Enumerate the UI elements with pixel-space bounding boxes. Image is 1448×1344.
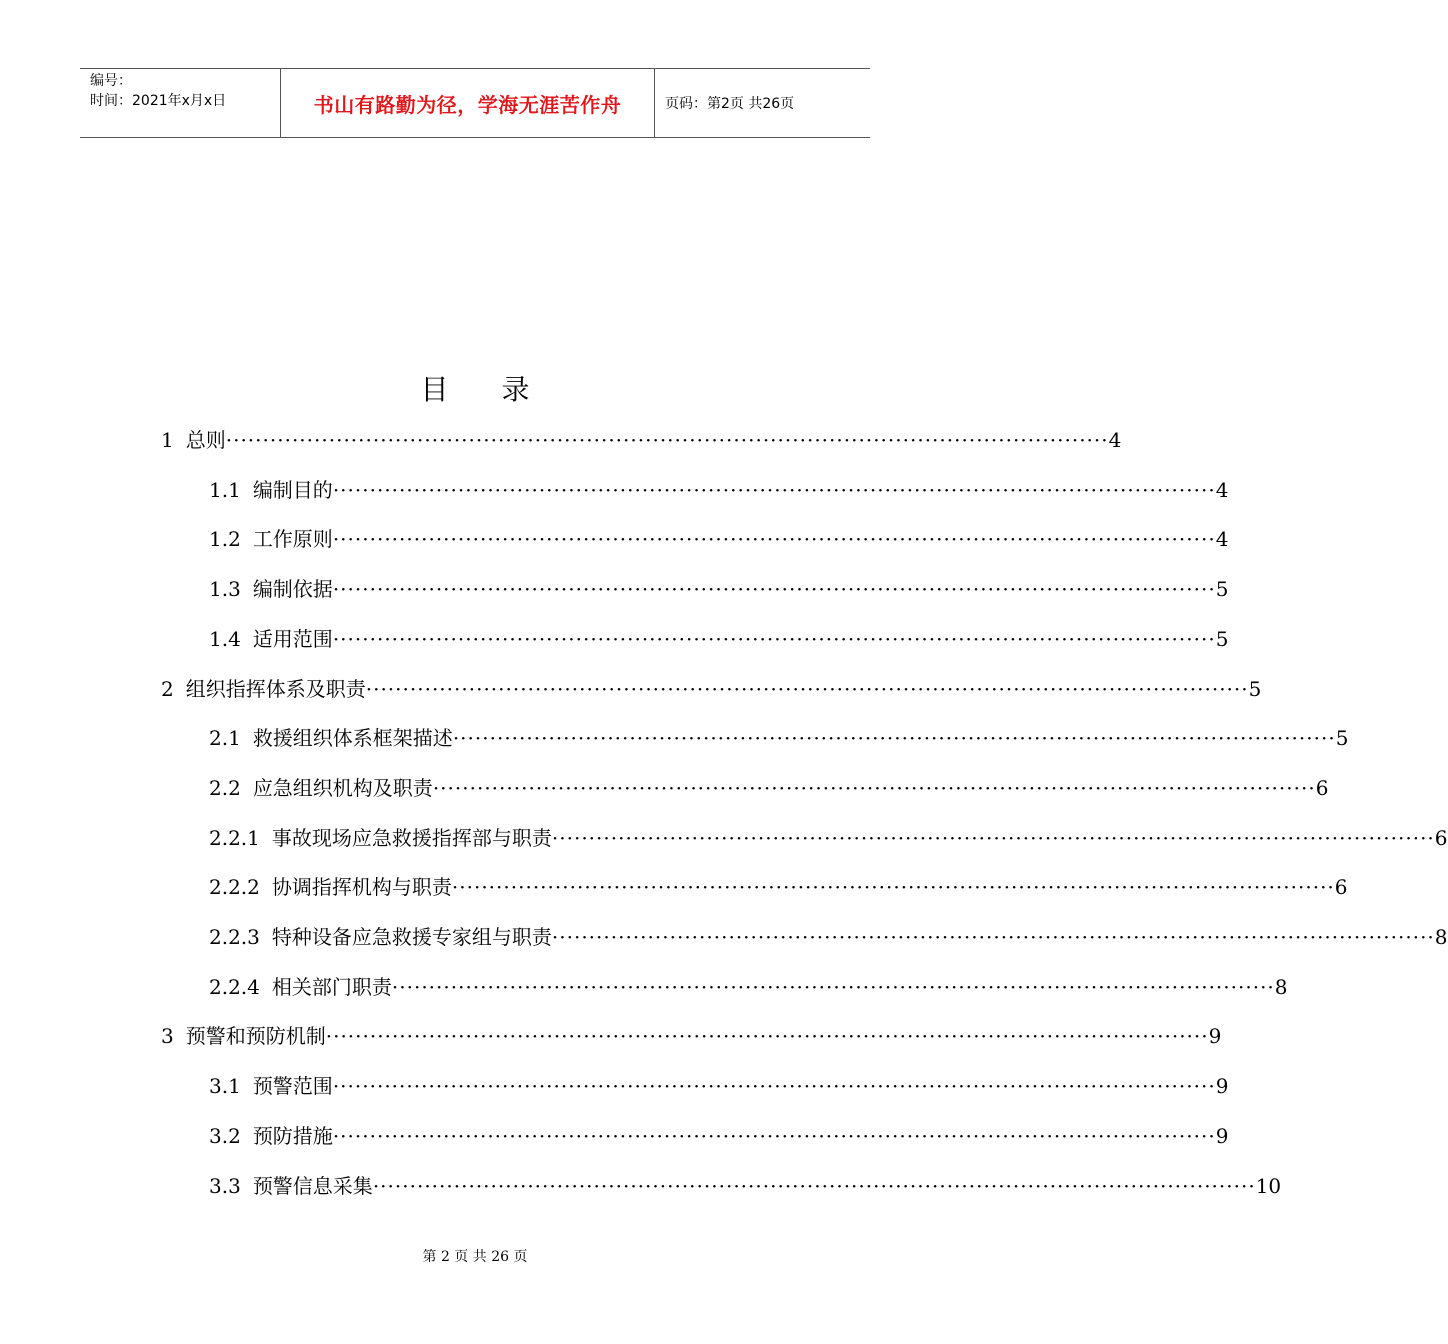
toc-entry[interactable] (209, 872, 1348, 902)
toc-leader-dots: ························································································································ (332, 1123, 1216, 1148)
toc-leader-dots: ························································································································ (551, 925, 1435, 949)
toc-leader-dots: ························································································································ (391, 974, 1275, 999)
toc-entry-number: 2 (161, 676, 174, 701)
toc-entry[interactable] (209, 823, 1448, 853)
toc-leader-dots: ························································································································ (332, 477, 1216, 502)
toc-entry-page: 4 (1215, 477, 1229, 502)
toc-entry-title: 预警和预防机制 (185, 1024, 326, 1049)
header-page-info: 页码：第2页 共26页 (665, 96, 795, 112)
toc-entry-page: 5 (1335, 726, 1349, 751)
toc-entry[interactable] (209, 524, 1229, 554)
toc-entry[interactable] (209, 922, 1448, 952)
toc-entry[interactable] (209, 1121, 1229, 1151)
toc-entry-title: 协调指挥机构与职责 (271, 875, 452, 900)
toc-leader-dots: ························································································································ (551, 825, 1435, 850)
toc-entry-title: 特种设备应急救援专家组与职责 (271, 925, 552, 949)
toc-entry-number: 3 (161, 1024, 174, 1049)
toc-entry-title: 救援组织体系框架描述 (252, 726, 453, 751)
toc-entry-page: 5 (1215, 626, 1229, 651)
toc-entry[interactable] (161, 1021, 1222, 1051)
toc-entry-page: 4 (1108, 428, 1122, 452)
toc-entry-number: 2.2 (209, 775, 241, 800)
toc-entry-title: 预警范围 (252, 1074, 333, 1099)
toc-entry-page: 8 (1434, 925, 1448, 949)
toc-entry-page: 9 (1215, 1074, 1229, 1099)
toc-leader-dots: ························································································································ (325, 1024, 1209, 1049)
toc-entry-page: 9 (1215, 1123, 1229, 1148)
toc-entry-number: 3.2 (209, 1123, 241, 1148)
toc-entry[interactable] (161, 425, 1122, 455)
document-number-label: 编号： (90, 73, 132, 89)
header-meta (80, 69, 281, 137)
toc-entry[interactable] (209, 1071, 1229, 1101)
toc-entry-title: 适用范围 (252, 626, 333, 651)
toc-leader-dots: ························································································································ (372, 1173, 1256, 1198)
toc-entry-number: 1.3 (209, 577, 241, 602)
toc-entry-page: 6 (1315, 775, 1329, 800)
toc-entry[interactable] (209, 972, 1288, 1002)
toc-entry-number: 2.2.2 (209, 875, 260, 900)
toc-entry-title: 应急组织机构及职责 (252, 775, 433, 800)
toc-entry-title: 预防措施 (252, 1123, 333, 1148)
toc-entry-title: 相关部门职责 (271, 974, 392, 999)
toc-entry-number: 1.4 (209, 626, 241, 651)
toc-entry[interactable] (209, 773, 1329, 803)
toc-entry-title: 编制依据 (252, 577, 333, 602)
toc-entry-number: 3.3 (209, 1173, 241, 1198)
page-header (80, 68, 870, 138)
toc-entry-page: 6 (1434, 825, 1448, 850)
toc-entry-title: 编制目的 (252, 477, 333, 502)
toc-leader-dots: ························································································································ (365, 676, 1249, 701)
toc-entry-title: 事故现场应急救援指挥部与职责 (271, 825, 552, 850)
toc-leader-dots: ························································································································ (452, 726, 1336, 751)
page-footer: 第 2 页 共 26 页 (422, 1249, 528, 1265)
toc-entry[interactable] (161, 674, 1262, 704)
toc-entry-page: 9 (1208, 1024, 1222, 1049)
toc-entry-number: 1 (161, 428, 174, 452)
toc-leader-dots: ························································································································ (451, 875, 1335, 900)
toc-leader-dots: ························································································································ (332, 577, 1216, 602)
toc-entry-number: 2.2.1 (209, 825, 260, 850)
toc-entry-number: 1.2 (209, 527, 241, 552)
toc-leader-dots: ························································································································ (332, 1074, 1216, 1099)
header-motto: 书山有路勤为径，学海无涯苦作舟 (281, 69, 655, 137)
toc-entry-title: 工作原则 (252, 527, 333, 552)
toc-leader-dots: ························································································································ (225, 428, 1109, 452)
toc-entry-page: 8 (1274, 974, 1288, 999)
toc-leader-dots: ························································································································ (332, 626, 1216, 651)
toc-leader-dots: ························································································································ (332, 527, 1216, 552)
document-time-label: 时间：2021年x月x日 (90, 93, 227, 109)
toc-entry-number: 2.2.4 (209, 974, 260, 999)
toc-entry-page: 6 (1334, 875, 1348, 900)
toc-entry-number: 3.1 (209, 1074, 241, 1099)
toc-entry-title: 组织指挥体系及职责 (185, 676, 366, 701)
toc-entry-number: 1.1 (209, 477, 241, 502)
toc-title: 目 录 (420, 373, 552, 406)
toc-entry[interactable] (209, 1171, 1282, 1201)
toc-entry-page: 10 (1255, 1173, 1282, 1198)
toc-entry[interactable] (209, 574, 1229, 604)
toc-entry-number: 2.1 (209, 726, 241, 751)
toc-entry-page: 5 (1215, 577, 1229, 602)
toc-entry[interactable] (209, 624, 1229, 654)
toc-entry-number: 2.2.3 (209, 925, 260, 949)
toc-entry-title: 预警信息采集 (252, 1173, 373, 1198)
toc-entry-page: 5 (1248, 676, 1262, 701)
toc-entry[interactable] (209, 475, 1229, 505)
toc-leader-dots: ························································································································ (432, 775, 1316, 800)
toc-entry-title: 总则 (185, 428, 226, 452)
toc-entry-page: 4 (1215, 527, 1229, 552)
toc-entry[interactable] (209, 723, 1349, 753)
